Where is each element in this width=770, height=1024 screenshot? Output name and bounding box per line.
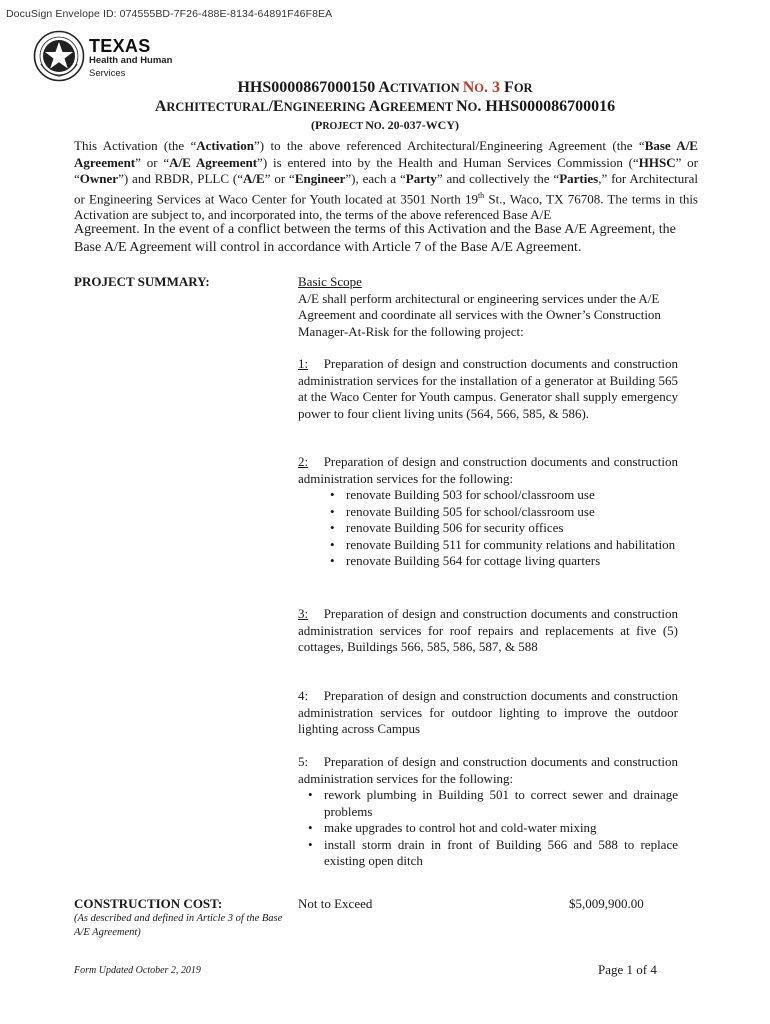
construction-cost-label: CONSTRUCTION COST: (74, 896, 223, 911)
scope-bullet-item: • renovate Building 564 for cottage living quarters (326, 553, 678, 570)
scope-bullet-item: • renovate Building 503 for school/classroom use (326, 487, 678, 504)
texas-seal-icon (33, 30, 85, 82)
logo-wordmark: TEXAS (89, 36, 151, 56)
logo-line1: Health and Human (89, 55, 173, 66)
hhs-logo (33, 30, 183, 82)
scope-item-4: 4: Preparation of design and construction documents and construction administration services for outdoor lighting to improve the outdoor lighting across Campus (298, 688, 678, 736)
document-title-line1: HHS0000867000150 ACTIVATION NO. 3 FOR (237, 79, 533, 96)
scope-bullet-item: • renovate Building 506 for security offices (326, 520, 678, 537)
intro-paragraph: This Activation (the “Activation”) to the above referenced Architectural/Engineering Agreement (the “Base A/E Agreement” or “A/E Agreement”) is entered into by the Health and Human Services Commission (“HHSC” or “Owner”) and RBDR, PLLC (“A/E” or “Engineer”), each a “Party” and collectively the “Parties,” for Architectural or Engineering Services at Waco Center for Youth located at 3501 North 19th St., Waco, TX 76708. The terms in this Activation are subject to, and incorporated into, the terms of the above referenced Base A/E (74, 138, 699, 223)
construction-cost-note: (As described and defined in Article 3 of the Base A/E Agreement) (74, 913, 283, 938)
docusign-envelope-id: DocuSign Envelope ID: 074555BD-7F26-488E-8134-64891F46F8EA (6, 8, 333, 20)
construction-cost-amount: $5,009,900.00 (569, 896, 644, 911)
document-title-line2: ARCHITECTURAL/ENGINEERING AGREEMENT NO. HHS000086700016 (154, 98, 616, 115)
basic-scope-text: A/E shall perform architectural or engineering services under the A/E Agreement and coordinate all services with the Owner’s Construction Manager-At-Risk for the following project: (298, 290, 661, 339)
scope-item-2: 2: Preparation of design and construction documents and construction administration services for the following: • renovate Building 503 for school/classroom use • renovate Building 505 for school/classroom use • renovate Building 506 for security offices • renovate Building 511 for community relations and habilitation • renovate Building 564 for cottage living quarters (298, 454, 678, 570)
scope-item-5: 5: Preparation of design and construction documents and construction administration services for the following: • rework plumbing in Building 501 to correct sewer and drainage problems • make upgrades to control hot and cold-water mixing • install storm drain in front of Building 566 and 588 to replace existing open ditch (298, 754, 678, 870)
item2-bullet-list (326, 487, 678, 570)
scope-item-1: 1: Preparation of design and construction documents and construction administration services for the installation of a generator at Building 565 at the Waco Center for Youth campus. Generator shall supply emergency power to four client living units (564, 566, 585, & 586). (298, 356, 678, 421)
scope-item-3: 3: Preparation of design and construction documents and construction administration services for roof repairs and replacements at five (5) cottages, Buildings 566, 585, 586, 587, & 588 (298, 606, 678, 654)
basic-scope-section (298, 274, 678, 340)
project-number: (PROJECT NO. 20-037-WCY) (311, 118, 459, 132)
logo-line2: Services (89, 68, 126, 79)
scope-bullet-item: • install storm drain in front of Building 566 and 588 to replace existing open ditch (304, 837, 678, 870)
not-to-exceed-label: Not to Exceed (298, 896, 373, 911)
scope-bullet-item: • make upgrades to control hot and cold-water mixing (304, 820, 678, 837)
item5-bullet-list (304, 787, 678, 870)
project-summary-label: PROJECT SUMMARY: (74, 274, 210, 289)
scope-bullet-item: • rework plumbing in Building 501 to correct sewer and drainage problems (304, 787, 678, 820)
form-updated-footer: Form Updated October 2, 2019 (74, 965, 201, 976)
page-number: Page 1 of 4 (598, 962, 657, 977)
conflict-paragraph: Agreement. In the event of a conflict between the terms of this Activation and the Base A/E Agreement, the Base A/E Agreement will control in accordance with Article 7 of the Base A/E Agreement. (74, 222, 676, 255)
scope-bullet-item: • renovate Building 511 for community relations and habilitation (326, 537, 678, 554)
scope-bullet-item: • renovate Building 505 for school/classroom use (326, 504, 678, 521)
basic-scope-heading: Basic Scope (298, 274, 362, 289)
